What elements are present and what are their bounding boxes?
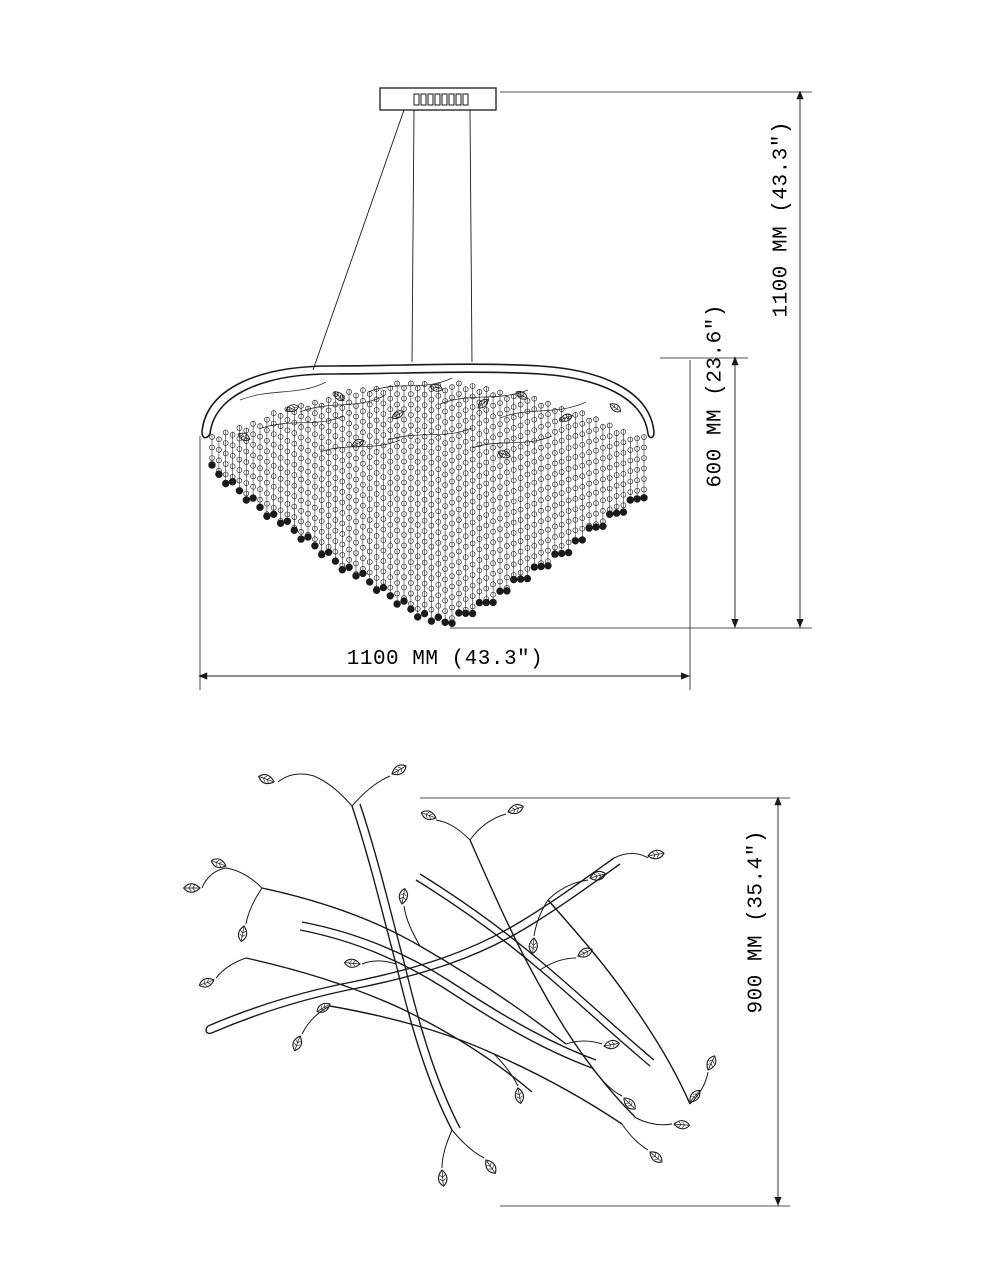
dim-plan-depth-label: 900 MM (35.4″): [745, 830, 769, 1014]
suspension-cables: [313, 110, 472, 370]
beaded-strands: [209, 381, 647, 627]
top-plan-view: [184, 762, 719, 1186]
dim-overall-height-label: 1100 MM (43.3″): [770, 120, 794, 318]
dimension-lines-plan: [420, 798, 790, 1206]
dim-fixture-height-label: 600 MM (23.6″): [704, 304, 728, 488]
dim-overall-width-label: 1100 MM (43.3″): [346, 648, 544, 671]
arc-frame: [202, 364, 654, 437]
front-elevation-view: [202, 88, 654, 627]
ceiling-canopy: [380, 88, 496, 110]
